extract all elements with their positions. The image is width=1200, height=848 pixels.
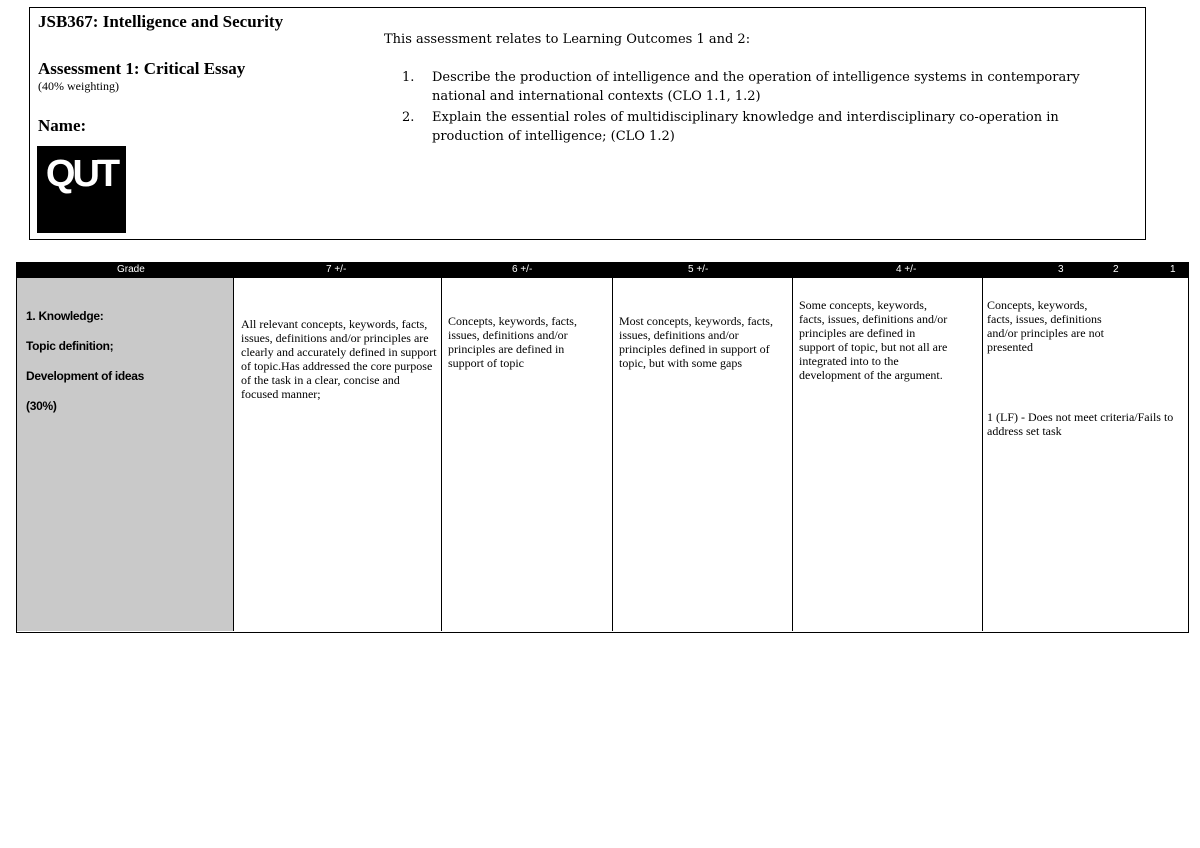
course-title: JSB367: Intelligence and Security xyxy=(38,12,284,31)
learning-outcome-item xyxy=(402,108,1112,146)
learning-outcome-item xyxy=(402,68,1112,106)
learning-outcome-number: 1. xyxy=(402,70,415,85)
rubric-table xyxy=(16,262,1189,633)
grade-header-5: 5 +/- xyxy=(688,264,709,275)
grade-5-cell xyxy=(612,278,792,631)
grade-3-1-cell xyxy=(982,278,1189,631)
grade-header-1: 1 xyxy=(1170,264,1176,275)
criterion-cell xyxy=(17,278,233,631)
qut-logo-text: QUT xyxy=(45,153,118,195)
assessment-header xyxy=(29,7,1146,240)
assessment-weighting: (40% weighting) xyxy=(38,79,119,93)
learning-outcome-text: Explain the essential roles of multidisciplinary knowledge and interdisciplinary co-operation in production of intelligence; (CLO 1.2) xyxy=(432,110,1059,144)
learning-outcome-number: 2. xyxy=(402,110,415,125)
grade-header-row xyxy=(16,262,1189,278)
learning-outcomes-list xyxy=(402,68,1112,148)
criterion-weight: (30%) xyxy=(26,399,57,413)
grade-6-cell xyxy=(441,278,612,631)
grade-header-3: 3 xyxy=(1058,264,1064,275)
grade-3-description: Concepts, keywords, facts, issues, definitions and/or principles are not presented xyxy=(987,298,1104,354)
grade-5-description: Most concepts, keywords, facts, issues, definitions and/or principles defined in support of topic, but with some gaps xyxy=(619,314,773,370)
grade-header-7: 7 +/- xyxy=(326,264,347,275)
grade-7-description: All relevant concepts, keywords, facts, issues, definitions and/or principles are clearly and accurately defined in support of topic.Has addressed the core purpose of the task in a clear, concise and focused manner; xyxy=(241,317,437,401)
qut-logo xyxy=(37,146,126,233)
criterion-name: 1. Knowledge: xyxy=(26,309,104,323)
grade-4-description: Some concepts, keywords, facts, issues, definitions and/or principles are defined in support of topic, but not all are integrated into to the development of the argument. xyxy=(799,298,948,382)
grade-1-description: 1 (LF) - Does not meet criteria/Fails to address set task xyxy=(987,410,1174,438)
grade-6-description: Concepts, keywords, facts, issues, definitions and/or principles are defined in support of topic xyxy=(448,314,577,370)
assessment-title: Assessment 1: Critical Essay xyxy=(38,59,246,78)
name-label: Name: xyxy=(38,116,87,135)
learning-outcomes-intro: This assessment relates to Learning Outcomes 1 and 2: xyxy=(384,32,751,47)
grade-header-6: 6 +/- xyxy=(512,264,533,275)
grade-header-label: Grade xyxy=(117,264,145,275)
learning-outcome-text: Describe the production of intelligence and the operation of intelligence systems in contemporary national and international contexts (CLO 1.1, 1.2) xyxy=(432,70,1080,104)
criterion-topic: Topic definition; xyxy=(26,339,114,353)
criterion-description xyxy=(26,309,144,429)
grade-header-2: 2 xyxy=(1113,264,1119,275)
grade-4-cell xyxy=(792,278,982,631)
grade-7-cell xyxy=(233,278,441,631)
criterion-development: Development of ideas xyxy=(26,369,145,383)
grade-header-4: 4 +/- xyxy=(896,264,917,275)
